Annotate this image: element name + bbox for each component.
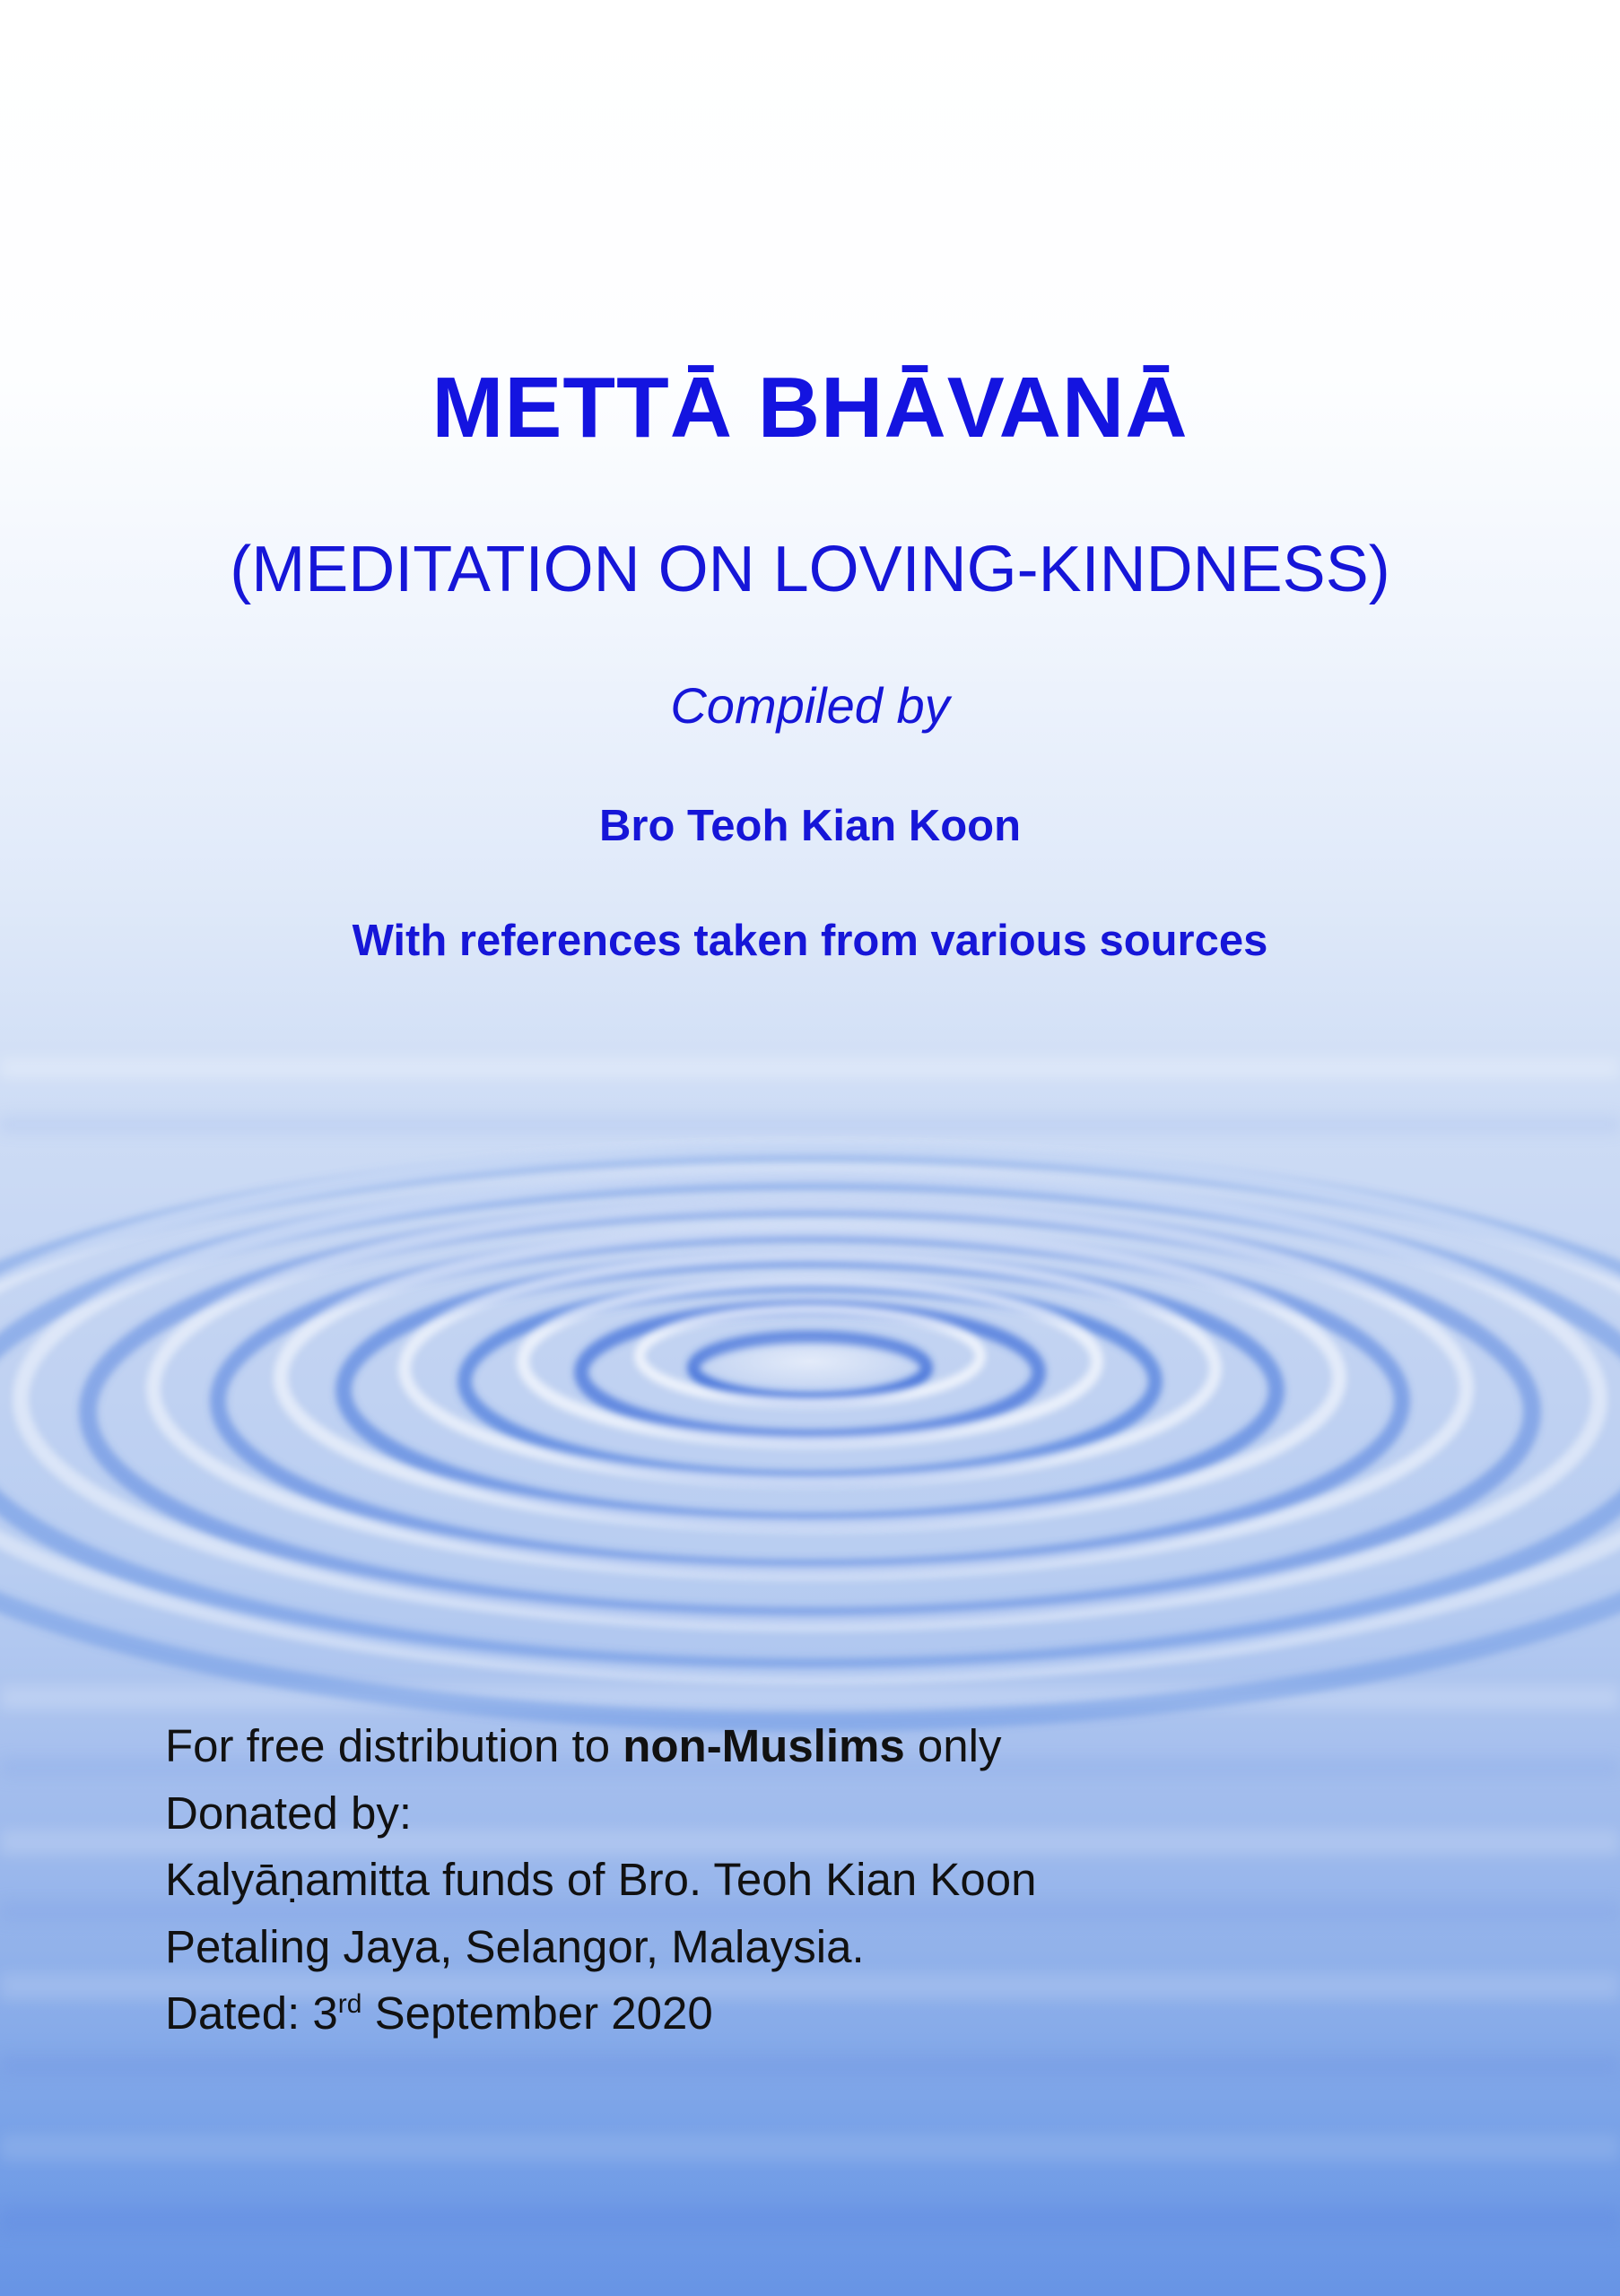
dated-suffix: September 2020 <box>361 1987 713 2039</box>
distribution-prefix: For free distribution to <box>165 1720 623 1771</box>
distribution-line <box>165 1713 1421 1780</box>
dated-prefix: Dated: 3 <box>165 1987 338 2039</box>
compiled-by-label: Compiled by <box>670 677 950 734</box>
donated-by-line: Donated by: <box>165 1787 413 1839</box>
dated-ordinal-suffix: rd <box>337 1989 362 2019</box>
document-title: METTĀ BHĀVANĀ <box>431 360 1189 456</box>
distribution-footer <box>165 1713 1421 2048</box>
distribution-suffix: only <box>904 1720 1002 1771</box>
location-line: Petaling Jaya, Selangor, Malaysia. <box>165 1920 865 1972</box>
funds-line: Kalyāṇamitta funds of Bro. Teoh Kian Koon <box>165 1854 1037 1905</box>
distribution-audience: non-Muslims <box>623 1720 905 1771</box>
dated-line <box>165 1980 1421 2048</box>
author-name: Bro Teoh Kian Koon <box>599 802 1021 850</box>
references-note: With references taken from various sources <box>352 917 1268 965</box>
document-subtitle: (MEDITATION ON LOVING-KINDNESS) <box>230 534 1390 605</box>
